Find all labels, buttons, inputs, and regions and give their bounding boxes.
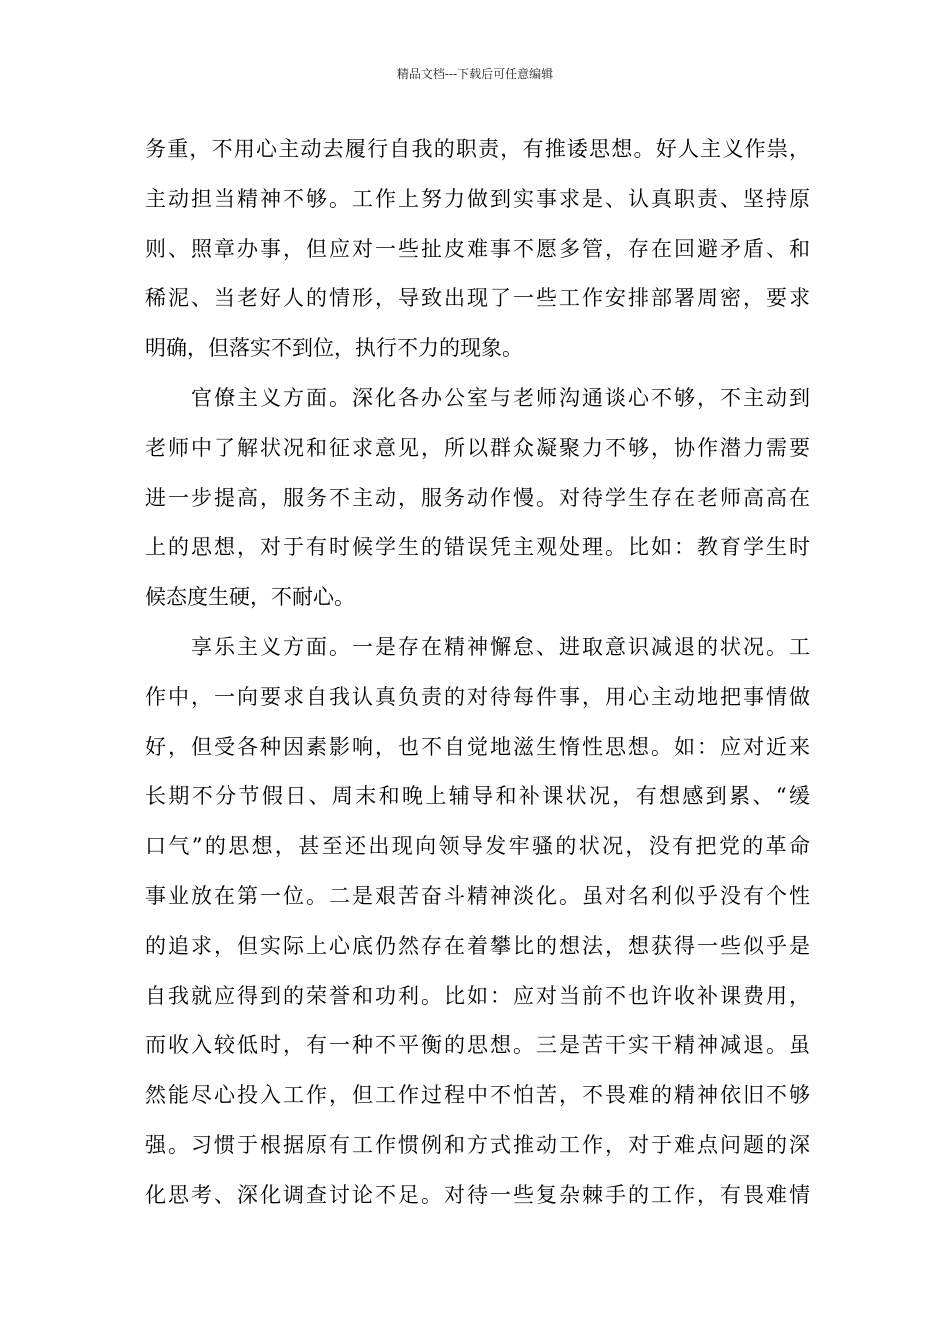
text-line: 则、照章办事，但应对一些扯皮难事不愿多管，存在回避矛盾、和 xyxy=(145,236,810,261)
text-line: 事业放在第一位。二是艰苦奋斗精神淡化。虽对名利似乎没有个性 xyxy=(145,883,810,908)
text-line: 候态度生硬，不耐心。 xyxy=(145,585,355,610)
text-line: 务重，不用心主动去履行自我的职责，有推诿思想。好人主义作祟， xyxy=(145,137,810,161)
text-line: 好，但受各种因素影响，也不自觉地滋生惰性思想。如：应对近来 xyxy=(145,734,810,759)
document-body xyxy=(145,125,810,1221)
text-line: 强。习惯于根据原有工作惯例和方式推动工作，对于难点问题的深 xyxy=(145,1132,810,1157)
page-header: 精品文档---下载后可任意编辑 xyxy=(396,67,554,81)
text-line: 明确，但落实不到位，执行不力的现象。 xyxy=(145,336,523,361)
text-line: 口气”的思想，甚至还出现向领导发牢骚的状况，没有把党的革命 xyxy=(145,834,810,859)
text-line: 自我就应得到的荣誉和功利。比如：应对当前不也许收补课费用， xyxy=(145,983,810,1008)
text-line: 稀泥、当老好人的情形，导致出现了一些工作安排部署周密，要求 xyxy=(145,286,810,311)
text-line: 享乐主义方面。一是存在精神懈怠、进取意识减退的状况。工 xyxy=(145,634,810,659)
text-line: 的追求，但实际上心底仍然存在着攀比的想法，想获得一些似乎是 xyxy=(145,933,810,958)
text-line: 然能尽心投入工作，但工作过程中不怕苦，不畏难的精神依旧不够 xyxy=(145,1083,810,1108)
text-line: 官僚主义方面。深化各办公室与老师沟通谈心不够，不主动到 xyxy=(145,385,810,410)
text-line: 化思考、深化调查讨论不足。对待一些复杂棘手的工作，有畏难情 xyxy=(145,1182,810,1207)
text-line: 而收入较低时，有一种不平衡的思想。三是苦干实干精神减退。虽 xyxy=(145,1033,810,1058)
text-line: 上的思想，对于有时候学生的错误凭主观处理。比如：教育学生时 xyxy=(145,535,810,560)
text-line: 作中，一向要求自我认真负责的对待每件事，用心主动地把事情做 xyxy=(145,684,810,709)
text-line: 老师中了解状况和征求意见，所以群众凝聚力不够，协作潜力需要 xyxy=(145,435,810,460)
text-line: 长期不分节假日、周末和晚上辅导和补课状况，有想感到累、“缓 xyxy=(145,784,810,809)
text-line: 主动担当精神不够。工作上努力做到实事求是、认真职责、坚持原 xyxy=(145,186,810,211)
text-line: 进一步提高，服务不主动，服务动作慢。对待学生存在老师高高在 xyxy=(145,485,810,510)
